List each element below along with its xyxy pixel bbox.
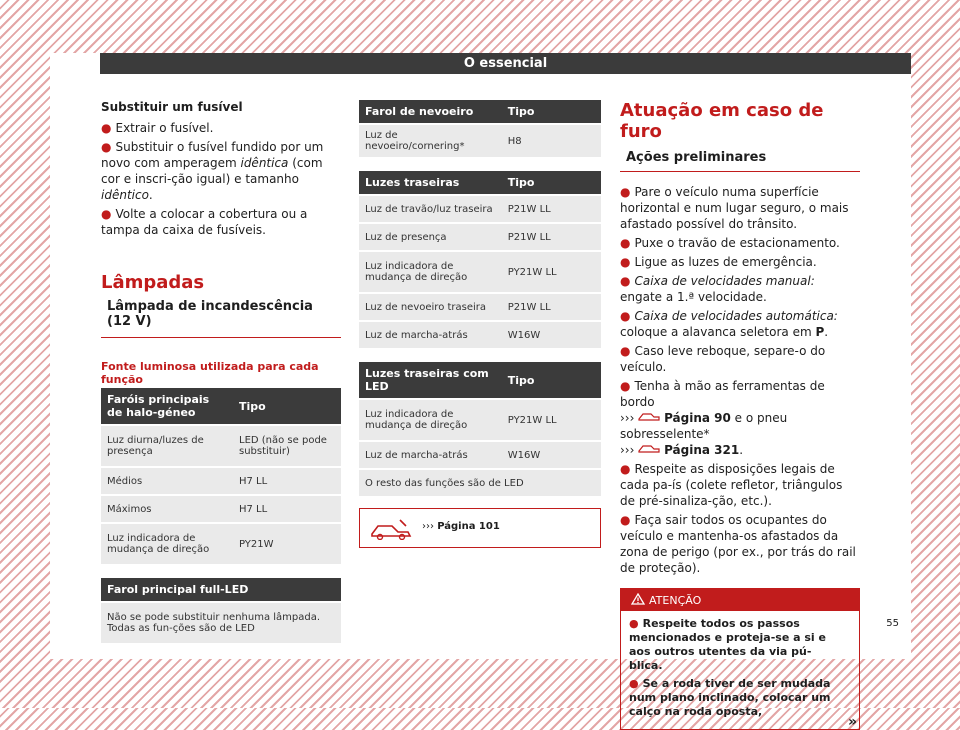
bullet-icon: ● — [620, 379, 631, 393]
step-4: ● Caixa de velocidades manual: engate a 1.ª velocidade. — [620, 274, 815, 304]
table-cell: P21W LL — [502, 293, 601, 321]
table-header: Farol principal full-LED — [101, 578, 341, 602]
table-cell: Luz de presença — [359, 223, 502, 251]
step-6: ● Caso leve reboque, separe-o do veículo. — [620, 344, 826, 374]
table-row — [359, 469, 601, 496]
bullet-icon: ● — [620, 462, 631, 476]
fog-light-table — [359, 100, 601, 157]
page-link[interactable]: Página 90 — [664, 411, 731, 425]
chapter-header: O essencial — [100, 53, 911, 74]
bullet-icon: ● — [620, 255, 631, 269]
table-header: Tipo — [502, 171, 601, 195]
warning-item: ● Se a roda tiver de ser mudada num plano inclinado, colocar um calço na roda oposta, — [629, 677, 831, 718]
table-cell: H7 LL — [233, 467, 341, 495]
table-row — [101, 523, 341, 564]
step-3: ● Ligue as luzes de emergência. — [620, 255, 817, 269]
table-row — [359, 251, 601, 293]
table-header: Tipo — [233, 388, 341, 425]
led-rear-lights-table — [359, 362, 601, 496]
table-row — [101, 425, 341, 467]
column-middle — [359, 100, 601, 548]
halogen-table — [101, 388, 341, 564]
preliminary-actions-title: Ações preliminares — [620, 150, 860, 172]
fuse-step-2: ● Substituir o fusível fundido por um novo com amperagem idêntica (com cor e inscri-ção igual) e tamanho idêntico. — [101, 140, 324, 202]
table-cell: PY21W LL — [502, 251, 601, 293]
warning-label: ATENÇÃO — [649, 594, 702, 607]
continue-icon: » — [847, 714, 857, 730]
bullet-icon: ● — [101, 121, 112, 135]
step-8: ● Respeite as disposições legais de cada pa-ís (colete refletor, triângulos de pré-sinaliza-ção, etc.). — [620, 462, 843, 508]
step-1: ● Pare o veículo numa superfície horizontal e num lugar seguro, o mais afastado possível do trânsito. — [620, 185, 849, 231]
bullet-icon: ● — [629, 677, 639, 690]
table-cell: H8 — [502, 124, 601, 157]
table-row — [359, 293, 601, 321]
table-cell: Luz de nevoeiro traseira — [359, 293, 502, 321]
bullet-icon: ● — [101, 207, 112, 221]
table-cell: Luz de marcha-atrás — [359, 321, 502, 348]
table-row — [359, 124, 601, 157]
fuse-heading: Substituir um fusível — [101, 100, 243, 114]
table-row — [101, 467, 341, 495]
step-9: ● Faça sair todos os ocupantes do veículo e mantenha-os afastados da zona de perigo (por ex., por trás do rail de proteção). — [620, 513, 856, 575]
flat-tire-title: Atuação em caso de furo — [620, 100, 824, 142]
bullet-icon: ● — [620, 309, 631, 323]
warning-body — [621, 611, 859, 729]
table-cell: W16W — [502, 441, 601, 469]
table-cell: H7 LL — [233, 495, 341, 523]
table-cell: Luz de travão/luz traseira — [359, 195, 502, 223]
step-5: ● Caixa de velocidades automática: coloque a alavanca seletora em P. — [620, 309, 838, 339]
full-led-table — [101, 578, 341, 643]
table-caption: Fonte luminosa utilizada para cada função — [101, 360, 319, 386]
page-number: 55 — [886, 618, 899, 629]
table-row — [359, 223, 601, 251]
table-cell: LED (não se pode substituir) — [233, 425, 341, 467]
table-cell: Luz indicadora de mudança de direção — [359, 251, 502, 293]
table-cell: PY21W LL — [502, 399, 601, 441]
table-cell: Luz de marcha-atrás — [359, 441, 502, 469]
bullet-icon: ● — [101, 140, 112, 154]
table-header: Farol de nevoeiro — [359, 100, 502, 124]
bullet-icon: ● — [620, 236, 631, 250]
table-cell: Máximos — [101, 495, 233, 523]
table-cell: W16W — [502, 321, 601, 348]
step-2: ● Puxe o travão de estacionamento. — [620, 236, 840, 250]
warning-icon — [631, 593, 645, 605]
table-row — [359, 399, 601, 441]
warning-item: ● Respeite todos os passos mencionados e proteja-se a si e aos outros utentes da via pú-blica. — [629, 617, 826, 672]
page — [50, 53, 911, 730]
table-cell: Luz indicadora de mudança de direção — [359, 399, 502, 441]
bullet-icon: ● — [620, 274, 631, 288]
table-row — [101, 495, 341, 523]
subsection-incandescence: Lâmpada de incandescência (12 V) — [101, 299, 341, 338]
table-cell: Luz de nevoeiro/cornering* — [359, 124, 502, 157]
fuse-step-1: ● Extrair o fusível. — [101, 121, 214, 135]
bullet-icon: ● — [620, 513, 631, 527]
car-tool-icon — [638, 442, 660, 454]
section-title-lampadas: Lâmpadas — [101, 272, 205, 293]
bullet-icon: ● — [620, 185, 631, 199]
bullet-icon: ● — [629, 617, 639, 630]
table-row — [359, 321, 601, 348]
table-cell: P21W LL — [502, 223, 601, 251]
column-right — [620, 100, 860, 730]
rear-lights-table — [359, 171, 601, 348]
bullet-icon: ● — [620, 344, 631, 358]
car-tool-icon — [370, 518, 412, 540]
table-cell: Médios — [101, 467, 233, 495]
warning-header — [621, 589, 859, 611]
table-header: Faróis principais de halo-géneo — [101, 388, 233, 425]
table-cell: Luz diurna/luzes de presença — [101, 425, 233, 467]
table-cell: O resto das funções são de LED — [359, 469, 601, 496]
page-reference-link[interactable]: ››› Página 101 — [422, 521, 500, 532]
page-link[interactable]: Página 321 — [664, 443, 740, 457]
table-cell: Não se pode substituir nenhuma lâmpada. Todas as fun-ções são de LED — [101, 602, 341, 643]
table-row — [359, 441, 601, 469]
table-cell: PY21W — [233, 523, 341, 564]
car-tool-icon — [638, 410, 660, 422]
table-header: Luzes traseiras — [359, 171, 502, 195]
table-cell: Luz indicadora de mudança de direção — [101, 523, 233, 564]
table-header: Tipo — [502, 362, 601, 399]
table-row — [359, 195, 601, 223]
table-header: Tipo — [502, 100, 601, 124]
step-7: ● Tenha à mão as ferramentas de bordo ››› Página 90 e o pneu sobresselente* ››› Página 321. — [620, 379, 825, 457]
page-reference-box[interactable] — [359, 508, 601, 548]
column-left — [101, 100, 341, 643]
fuse-step-3: ● Volte a colocar a cobertura ou a tampa da caixa de fusíveis. — [101, 207, 308, 237]
table-cell: P21W LL — [502, 195, 601, 223]
warning-box — [620, 588, 860, 730]
table-row — [101, 602, 341, 643]
table-header: Luzes traseiras com LED — [359, 362, 502, 399]
